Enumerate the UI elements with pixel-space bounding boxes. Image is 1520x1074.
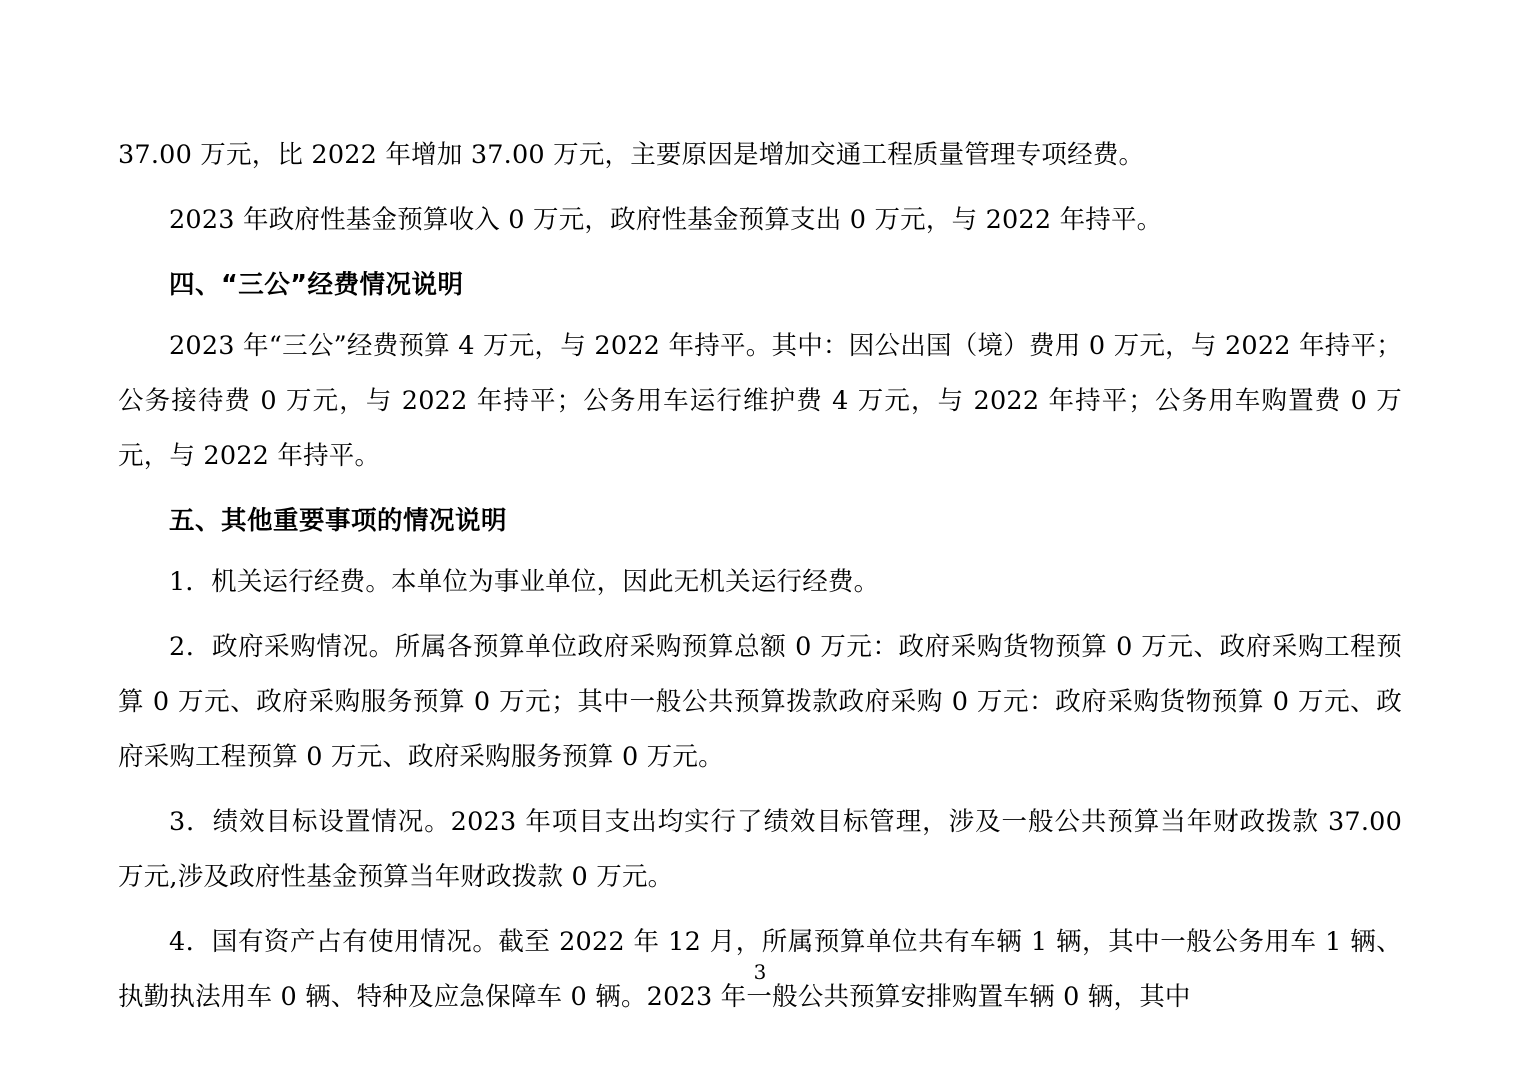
paragraph-operating-cost: 1．机关运行经费。本单位为事业单位，因此无机关运行经费。 (169, 567, 880, 597)
heading-section-five: 五、其他重要事项的情况说明 (169, 506, 508, 536)
paragraph-performance-targets: 3．绩效目标设置情况。2023 年项目支出均实行了绩效目标管理，涉及一般公共预算当年财政拨款 37.00 万元,涉及政府性基金预算当年财政拨款 0 万元。 (118, 807, 1402, 892)
paragraph-sangong-expenses: 2023 年“三公”经费预算 4 万元，与 2022 年持平。其中：因公出国（境）费用 0 万元，与 2022 年持平；公务接待费 0 万元，与 2022 年持平；公务用车运行维护费 4 万元，与 2022 年持平；公务用车购置费 0 万元，与 2022 年持平。 (118, 331, 1402, 471)
page-body (118, 128, 1402, 1035)
paragraph-government-fund-budget: 2023 年政府性基金预算收入 0 万元，政府性基金预算支出 0 万元，与 2022 年持平。 (169, 205, 1163, 235)
paragraph-government-procurement: 2．政府采购情况。所属各预算单位政府采购预算总额 0 万元：政府采购货物预算 0 万元、政府采购工程预算 0 万元、政府采购服务预算 0 万元；其中一般公共预算拨款政府采购 0 万元：政府采购货物预算 0 万元、政府采购工程预算 0 万元、政府采购服务预算 0 万元。 (118, 632, 1402, 772)
page-number: 3 (753, 960, 767, 984)
heading-section-four: 四、“三公”经费情况说明 (169, 270, 464, 300)
paragraph-carryover: 37.00 万元，比 2022 年增加 37.00 万元，主要原因是增加交通工程质量管理专项经费。 (118, 140, 1145, 170)
paragraph-state-owned-assets: 4．国有资产占有使用情况。截至 2022 年 12 月，所属预算单位共有车辆 1 辆，其中一般公务用车 1 辆、执勤执法用车 0 辆、特种及应急保障车 0 辆。2023 年一般公共预算安排购置车辆 0 辆，其中 (118, 927, 1402, 1012)
